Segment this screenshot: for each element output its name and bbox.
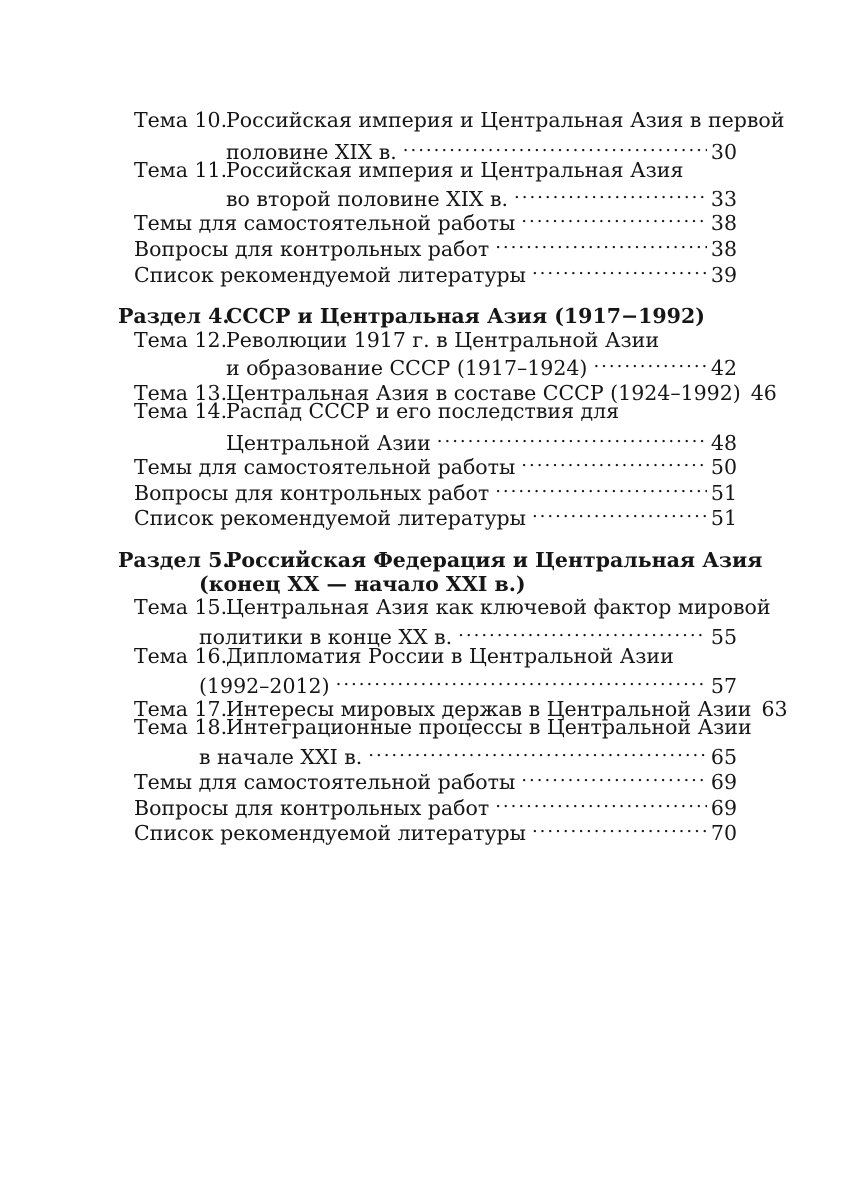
toc-topic-10-line2[interactable] — [226, 133, 737, 164]
entry-label: Темы для самостоятельной работы — [134, 455, 516, 479]
page-number: 51 — [710, 506, 737, 530]
page-number: 50 — [710, 455, 737, 479]
entry-label: Список рекомендуемой литературы — [134, 506, 526, 530]
toc-topic-14-line1 — [134, 398, 738, 424]
topic-number: Тема 15. — [134, 595, 228, 619]
toc-independent-work-3[interactable] — [134, 204, 737, 235]
topic-title-cont: и образование СССР (1917–1924) — [226, 356, 588, 380]
toc-independent-work-5[interactable] — [134, 763, 737, 794]
entry-label: Вопросы для контрольных работ — [134, 237, 490, 261]
topic-number: Тема 14. — [134, 399, 228, 423]
toc-section-4-heading[interactable] — [118, 303, 705, 329]
page-number: 69 — [710, 796, 737, 820]
topic-title: Центральная Азия в составе СССР (1924–1992) — [226, 381, 741, 405]
page-number: 48 — [710, 431, 737, 455]
leader-dots — [495, 474, 707, 500]
topic-title: Российская империя и Центральная Азия в первой — [226, 108, 785, 132]
page-number: 39 — [710, 263, 737, 287]
topic-title-cont: Центральной Азии — [226, 431, 431, 455]
page-number: 38 — [710, 237, 737, 261]
toc-control-questions-4[interactable] — [134, 474, 737, 505]
topic-title-cont: половине XIX в. — [226, 140, 397, 164]
topic-number: Тема 12. — [134, 328, 228, 352]
topic-number: Тема 16. — [134, 644, 228, 668]
entry-label: Темы для самостоятельной работы — [134, 211, 516, 235]
leader-dots — [521, 448, 707, 474]
leader-dots — [521, 204, 707, 230]
leader-dots — [532, 499, 707, 525]
topic-title: Распад СССР и его последствия для — [226, 399, 620, 423]
page-number: 70 — [710, 821, 737, 845]
topic-title-cont: политики в конце XX в. — [199, 625, 453, 649]
section-title: СССР и Центральная Азия (1917−1992) — [226, 304, 705, 328]
leader-dots — [495, 789, 707, 815]
toc-topic-15-line1 — [134, 594, 771, 620]
toc-literature-4[interactable] — [134, 499, 737, 530]
toc-literature-5[interactable] — [134, 814, 737, 845]
leader-dots — [593, 349, 706, 375]
section-number: Раздел 5. — [118, 548, 230, 572]
page-number: 57 — [710, 674, 737, 698]
page-number: 38 — [710, 211, 737, 235]
page-number: 33 — [710, 187, 737, 211]
entry-label: Темы для самостоятельной работы — [134, 770, 516, 794]
topic-title: Интересы мировых держав в Центральной Азии — [226, 697, 752, 721]
leader-dots — [514, 180, 707, 206]
topic-number: Тема 18. — [134, 715, 228, 739]
page-number: 46 — [750, 381, 777, 405]
topic-title-cont: (1992–2012) — [199, 674, 330, 698]
toc-literature-3[interactable] — [134, 256, 737, 287]
toc-topic-17[interactable] — [134, 690, 788, 721]
page-number: 55 — [710, 625, 737, 649]
page-number: 63 — [761, 697, 788, 721]
leader-dots — [458, 618, 707, 644]
toc-topic-18-line1 — [134, 714, 752, 740]
section-title-cont: (конец XX — начало XXI в.) — [199, 572, 526, 596]
entry-label: Список рекомендуемой литературы — [134, 821, 526, 845]
section-title: Российская Федерация и Центральная Азия — [226, 548, 763, 572]
topic-number: Тема 17. — [134, 697, 228, 721]
entry-label: Список рекомендуемой литературы — [134, 263, 526, 287]
topic-title: Российская империя и Центральная Азия — [226, 158, 684, 182]
page-number: 69 — [710, 770, 737, 794]
toc-topic-16-line1 — [134, 643, 738, 669]
toc-control-questions-5[interactable] — [134, 789, 737, 820]
leader-dots — [495, 230, 707, 256]
page-number: 30 — [710, 140, 737, 164]
leader-dots — [521, 763, 707, 789]
entry-label: Вопросы для контрольных работ — [134, 796, 490, 820]
toc-independent-work-4[interactable] — [134, 448, 737, 479]
topic-title: Интеграционные процессы в Центральной Азии — [226, 715, 752, 739]
leader-dots — [368, 738, 707, 764]
topic-title-cont: во второй половине XIX в. — [226, 187, 509, 211]
entry-label: Вопросы для контрольных работ — [134, 481, 490, 505]
topic-title: Центральная Азия как ключевой фактор мировой — [226, 595, 771, 619]
topic-number: Тема 10. — [134, 108, 228, 132]
page-number: 51 — [710, 481, 737, 505]
topic-number: Тема 11. — [134, 158, 228, 182]
topic-title: Революции 1917 г. в Центральной Азии — [226, 328, 659, 352]
leader-dots — [403, 133, 707, 159]
toc-section-5-heading[interactable] — [118, 547, 762, 573]
leader-dots — [532, 814, 707, 840]
topic-number: Тема 13. — [134, 381, 228, 405]
topic-title: Дипломатия России в Центральной Азии — [226, 644, 674, 668]
page-number: 42 — [710, 356, 737, 380]
toc-topic-18-line2[interactable] — [199, 738, 737, 769]
toc-topic-10-line1 — [134, 107, 785, 133]
page-number: 65 — [710, 745, 737, 769]
toc-topic-12-line2[interactable] — [226, 349, 737, 380]
toc-topic-14-line2[interactable] — [226, 424, 737, 455]
section-number: Раздел 4. — [118, 304, 230, 328]
topic-title-cont: в начале XXI в. — [199, 745, 363, 769]
leader-dots — [532, 256, 707, 282]
leader-dots — [437, 424, 707, 450]
toc-control-questions-3[interactable] — [134, 230, 737, 261]
toc-topic-11-line2[interactable] — [226, 180, 737, 211]
toc-topic-15-line2[interactable] — [199, 618, 737, 649]
toc-topic-13[interactable] — [134, 374, 777, 405]
